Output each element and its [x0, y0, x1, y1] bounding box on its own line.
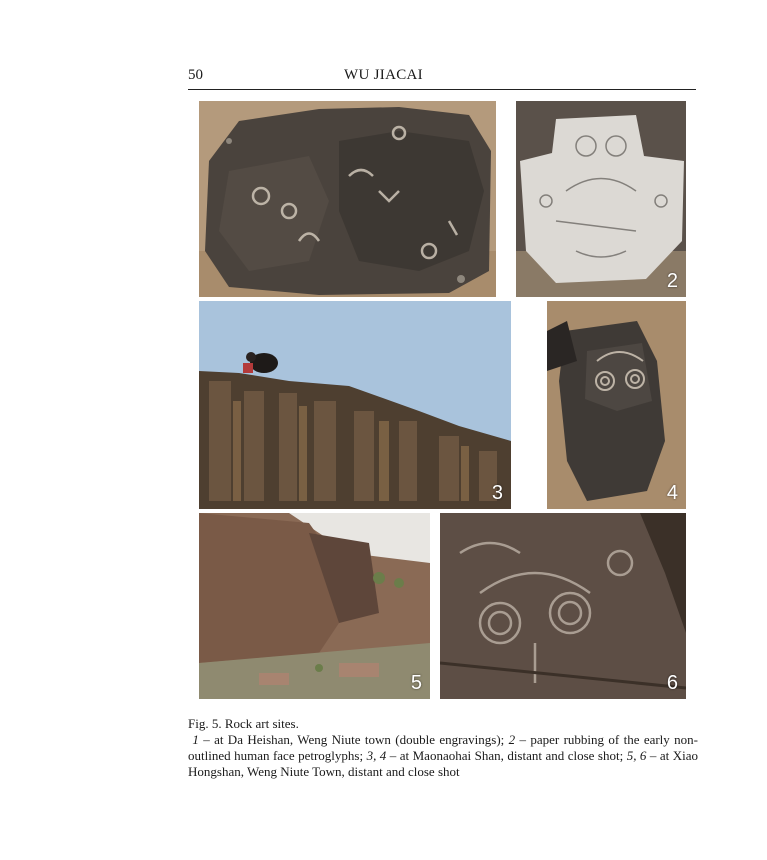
photo-3-maonaohai-distant: [199, 301, 511, 509]
caption-text-3-4: – at Maonaohai Shan, distant and close shot;: [386, 748, 627, 763]
caption-text-2: – paper rubbing of the early non-outlined human face petroglyphs;: [188, 732, 698, 763]
photo-5-xiao-hongshan-distant: [199, 513, 430, 699]
photo-number-6: 6: [666, 672, 678, 694]
caption-num-1: 1: [192, 732, 199, 747]
figure-caption: [188, 716, 698, 780]
photo-number-5: 5: [410, 672, 422, 694]
photo-4-maonaohai-close: [547, 301, 686, 509]
caption-num-2: 2: [508, 732, 516, 747]
running-header-author: WU JIACAI: [344, 67, 423, 83]
photo-number-3: 3: [491, 482, 503, 504]
caption-num-5-6: 5, 6: [626, 748, 647, 763]
photo-number-4: 4: [666, 482, 678, 504]
caption-title: Fig. 5. Rock art sites.: [188, 716, 299, 731]
page-number: 50: [188, 67, 203, 83]
header-rule: [188, 89, 696, 90]
photo-6-xiao-hongshan-close: [440, 513, 686, 699]
photo-number-2: 2: [666, 270, 678, 292]
caption-body: [188, 732, 698, 779]
photo-1-da-heishan-boulder: [199, 101, 496, 297]
caption-text-1: – at Da Heishan, Weng Niute town (double engravings);: [198, 732, 509, 747]
caption-text-5-6: – at Xiao Hongshan, Weng Niute Town, distant and close shot: [188, 748, 699, 779]
caption-num-3-4: 3, 4: [366, 748, 387, 763]
photo-2-paper-rubbing: [516, 101, 686, 297]
